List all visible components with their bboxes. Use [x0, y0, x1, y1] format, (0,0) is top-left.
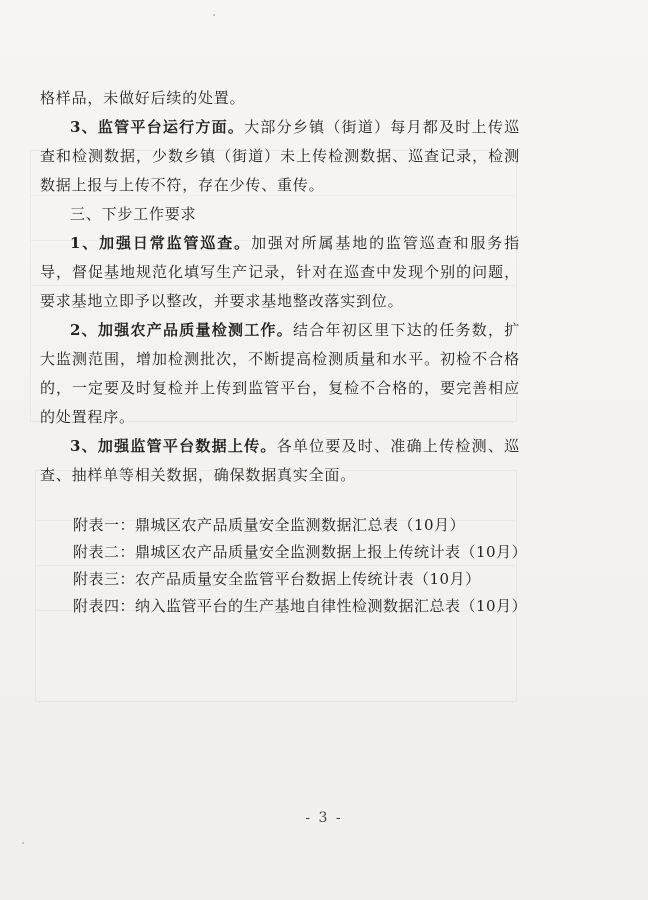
section-heading-next-steps [40, 200, 520, 229]
paragraph-heading: 3、监管平台运行方面。 [70, 118, 245, 136]
paragraph-text: 结合年初区里下达的任务数，扩大监测范围，增加检测批次，不断提高检测质量和水平。初检不合格的，一定要及时复检并上传到监管平台，复检不合格的，要完善相应的处置程序。 [40, 321, 521, 426]
attachment-item: 附表二：鼎城区农产品质量安全监测数据上报上传统计表（10月） [73, 543, 528, 561]
paragraph-continuation [40, 84, 520, 113]
paragraph-text: 格样品，未做好后续的处置。 [40, 89, 246, 107]
paragraph-quality-testing [40, 316, 520, 432]
scan-speck [22, 842, 24, 844]
paragraph-data-upload [40, 432, 520, 490]
attachment-list [40, 512, 528, 620]
paragraph-heading: 2、加强农产品质量检测工作。 [70, 321, 293, 339]
paragraph-heading: 3、加强监管平台数据上传。 [70, 437, 277, 455]
paragraph-platform-operation [40, 113, 520, 200]
paragraph-heading: 1、加强日常监管巡查。 [70, 234, 252, 252]
attachment-item: 附表一：鼎城区农产品质量安全监测数据汇总表（10月） [73, 516, 466, 534]
paragraph-daily-inspection [40, 229, 520, 316]
section-heading-text: 三、下步工作要求 [70, 205, 197, 223]
scan-speck [213, 14, 215, 16]
attachment-item: 附表三：农产品质量安全监管平台数据上传统计表（10月） [73, 570, 481, 588]
document-body [40, 84, 528, 620]
paragraph-text: 大部分乡镇（街道）每月都及时上传巡查和检测数据，少数乡镇（街道）未上传检测数据、巡查记录，检测数据上报与上传不符，存在少传、重传。 [40, 118, 520, 194]
paragraph-text: 各单位要及时、准确上传检测、巡查、抽样单等相关数据，确保数据真实全面。 [40, 437, 520, 484]
attachment-item: 附表四：纳入监管平台的生产基地自律性检测数据汇总表（10月） [73, 597, 528, 615]
paragraph-text: 加强对所属基地的监管巡查和服务指导，督促基地规范化填写生产记录，针对在巡查中发现个别的问题，要求基地立即予以整改，并要求基地整改落实到位。 [40, 234, 520, 310]
page-number: - 3 - [305, 810, 343, 826]
